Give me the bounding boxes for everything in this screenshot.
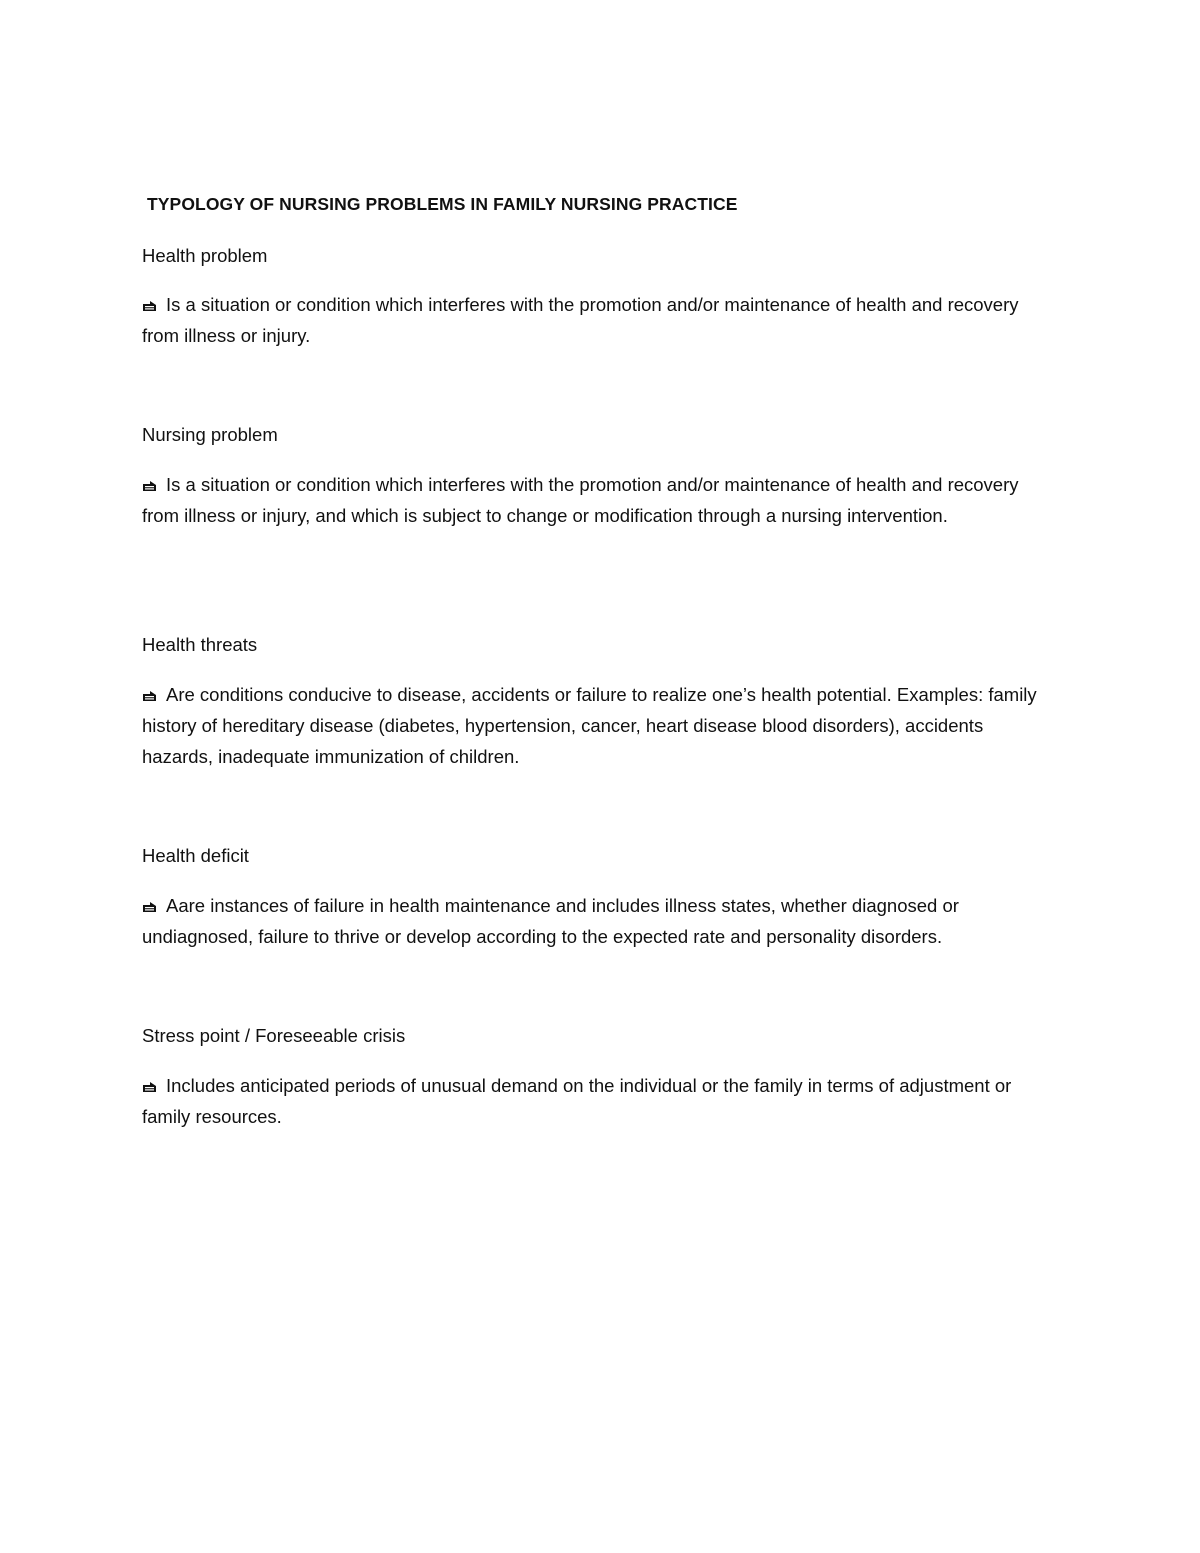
pointing-hand-icon — [142, 901, 157, 913]
section-text: Includes anticipated periods of unusual demand on the individual or the family in terms of adjustment or family resources. — [142, 1075, 1012, 1127]
pointing-hand-icon — [142, 1081, 157, 1093]
section-heading-nursing-problem: Nursing problem — [142, 424, 278, 445]
section-body-stress-point — [142, 1070, 1042, 1132]
document-title: TYPOLOGY OF NURSING PROBLEMS IN FAMILY NURSING PRACTICE — [147, 194, 738, 214]
section-body-nursing-problem — [142, 469, 1042, 531]
section-text: Is a situation or condition which interferes with the promotion and/or maintenance of health and recovery from illness or injury. — [142, 294, 1019, 346]
section-body-health-threats — [142, 679, 1042, 772]
section-heading-health-problem: Health problem — [142, 245, 268, 266]
section-body-health-problem — [142, 289, 1042, 351]
section-heading-health-threats: Health threats — [142, 634, 258, 655]
section-heading-stress-point: Stress point / Foreseeable crisis — [142, 1025, 406, 1046]
pointing-hand-icon — [142, 690, 157, 702]
section-text: Aare instances of failure in health maintenance and includes illness states, whether diagnosed or undiagnosed, failure to thrive or develop according to the expected rate and personality disorders. — [142, 895, 959, 947]
pointing-hand-icon — [142, 300, 157, 312]
section-body-health-deficit — [142, 890, 1042, 952]
section-heading-health-deficit: Health deficit — [142, 845, 249, 866]
pointing-hand-icon — [142, 480, 157, 492]
section-text: Is a situation or condition which interferes with the promotion and/or maintenance of health and recovery from illness or injury, and which is subject to change or modification through a nursing intervention. — [142, 474, 1019, 526]
section-text: Are conditions conducive to disease, accidents or failure to realize one’s health potential. Examples: family history of hereditary disease (diabetes, hypertension, cancer, heart disease blood disorders), accidents hazards, inadequate immunization of children. — [142, 684, 1037, 767]
